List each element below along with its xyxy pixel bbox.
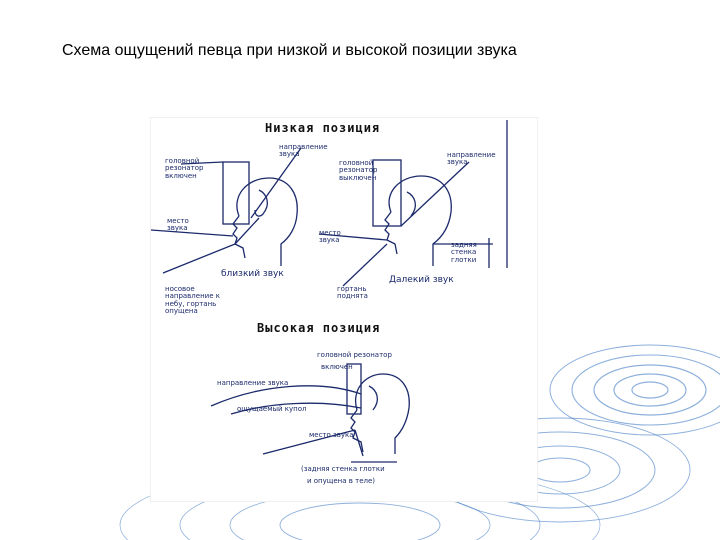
label-bottom-note-1: (задняя стенка глотки [301, 465, 385, 473]
vocal-position-diagram [150, 117, 538, 502]
label-near-sound: близкий звук [221, 269, 284, 279]
label-resonator-on: головной резонатор включен [165, 157, 204, 180]
heading-high-position: Высокая позиция [257, 321, 381, 335]
resonator-box-left [223, 162, 249, 224]
label-sound-place-right: место звука [319, 229, 341, 245]
label-switched-on: включен [321, 363, 353, 371]
label-sound-direction-right: направление звука [447, 151, 496, 167]
label-pharynx-wall: задняя стенка глотки [451, 241, 477, 264]
label-sound-direction-left: направление звука [279, 143, 328, 159]
head-low-left [233, 178, 297, 266]
label-bottom-note-2: и опущена в теле) [307, 477, 376, 485]
label-perceived-dome: ощущаемый купол [237, 405, 307, 413]
label-sound-direction-high: направление звука [217, 379, 289, 387]
dome-arc-1 [211, 386, 361, 406]
heading-low-position: Низкая позиция [265, 121, 381, 135]
label-resonator-off: головной резонатор выключен [339, 159, 378, 182]
label-head-resonator-high: головной резонатор [317, 351, 392, 359]
label-sound-place-left: место звука [167, 217, 189, 233]
label-sound-place-high: место звука [309, 431, 354, 439]
slide-title: Схема ощущений певца при низкой и высокой позиции звука [62, 42, 517, 59]
head-low-right [385, 176, 451, 266]
label-far-sound: Далекий звук [389, 275, 454, 285]
label-palate-right: гортань поднята [337, 285, 368, 301]
palate-line-right [343, 244, 387, 286]
direction-arrow-right [401, 162, 469, 226]
label-palate-left: носовое направление к небу, гортань опущена [165, 285, 220, 316]
